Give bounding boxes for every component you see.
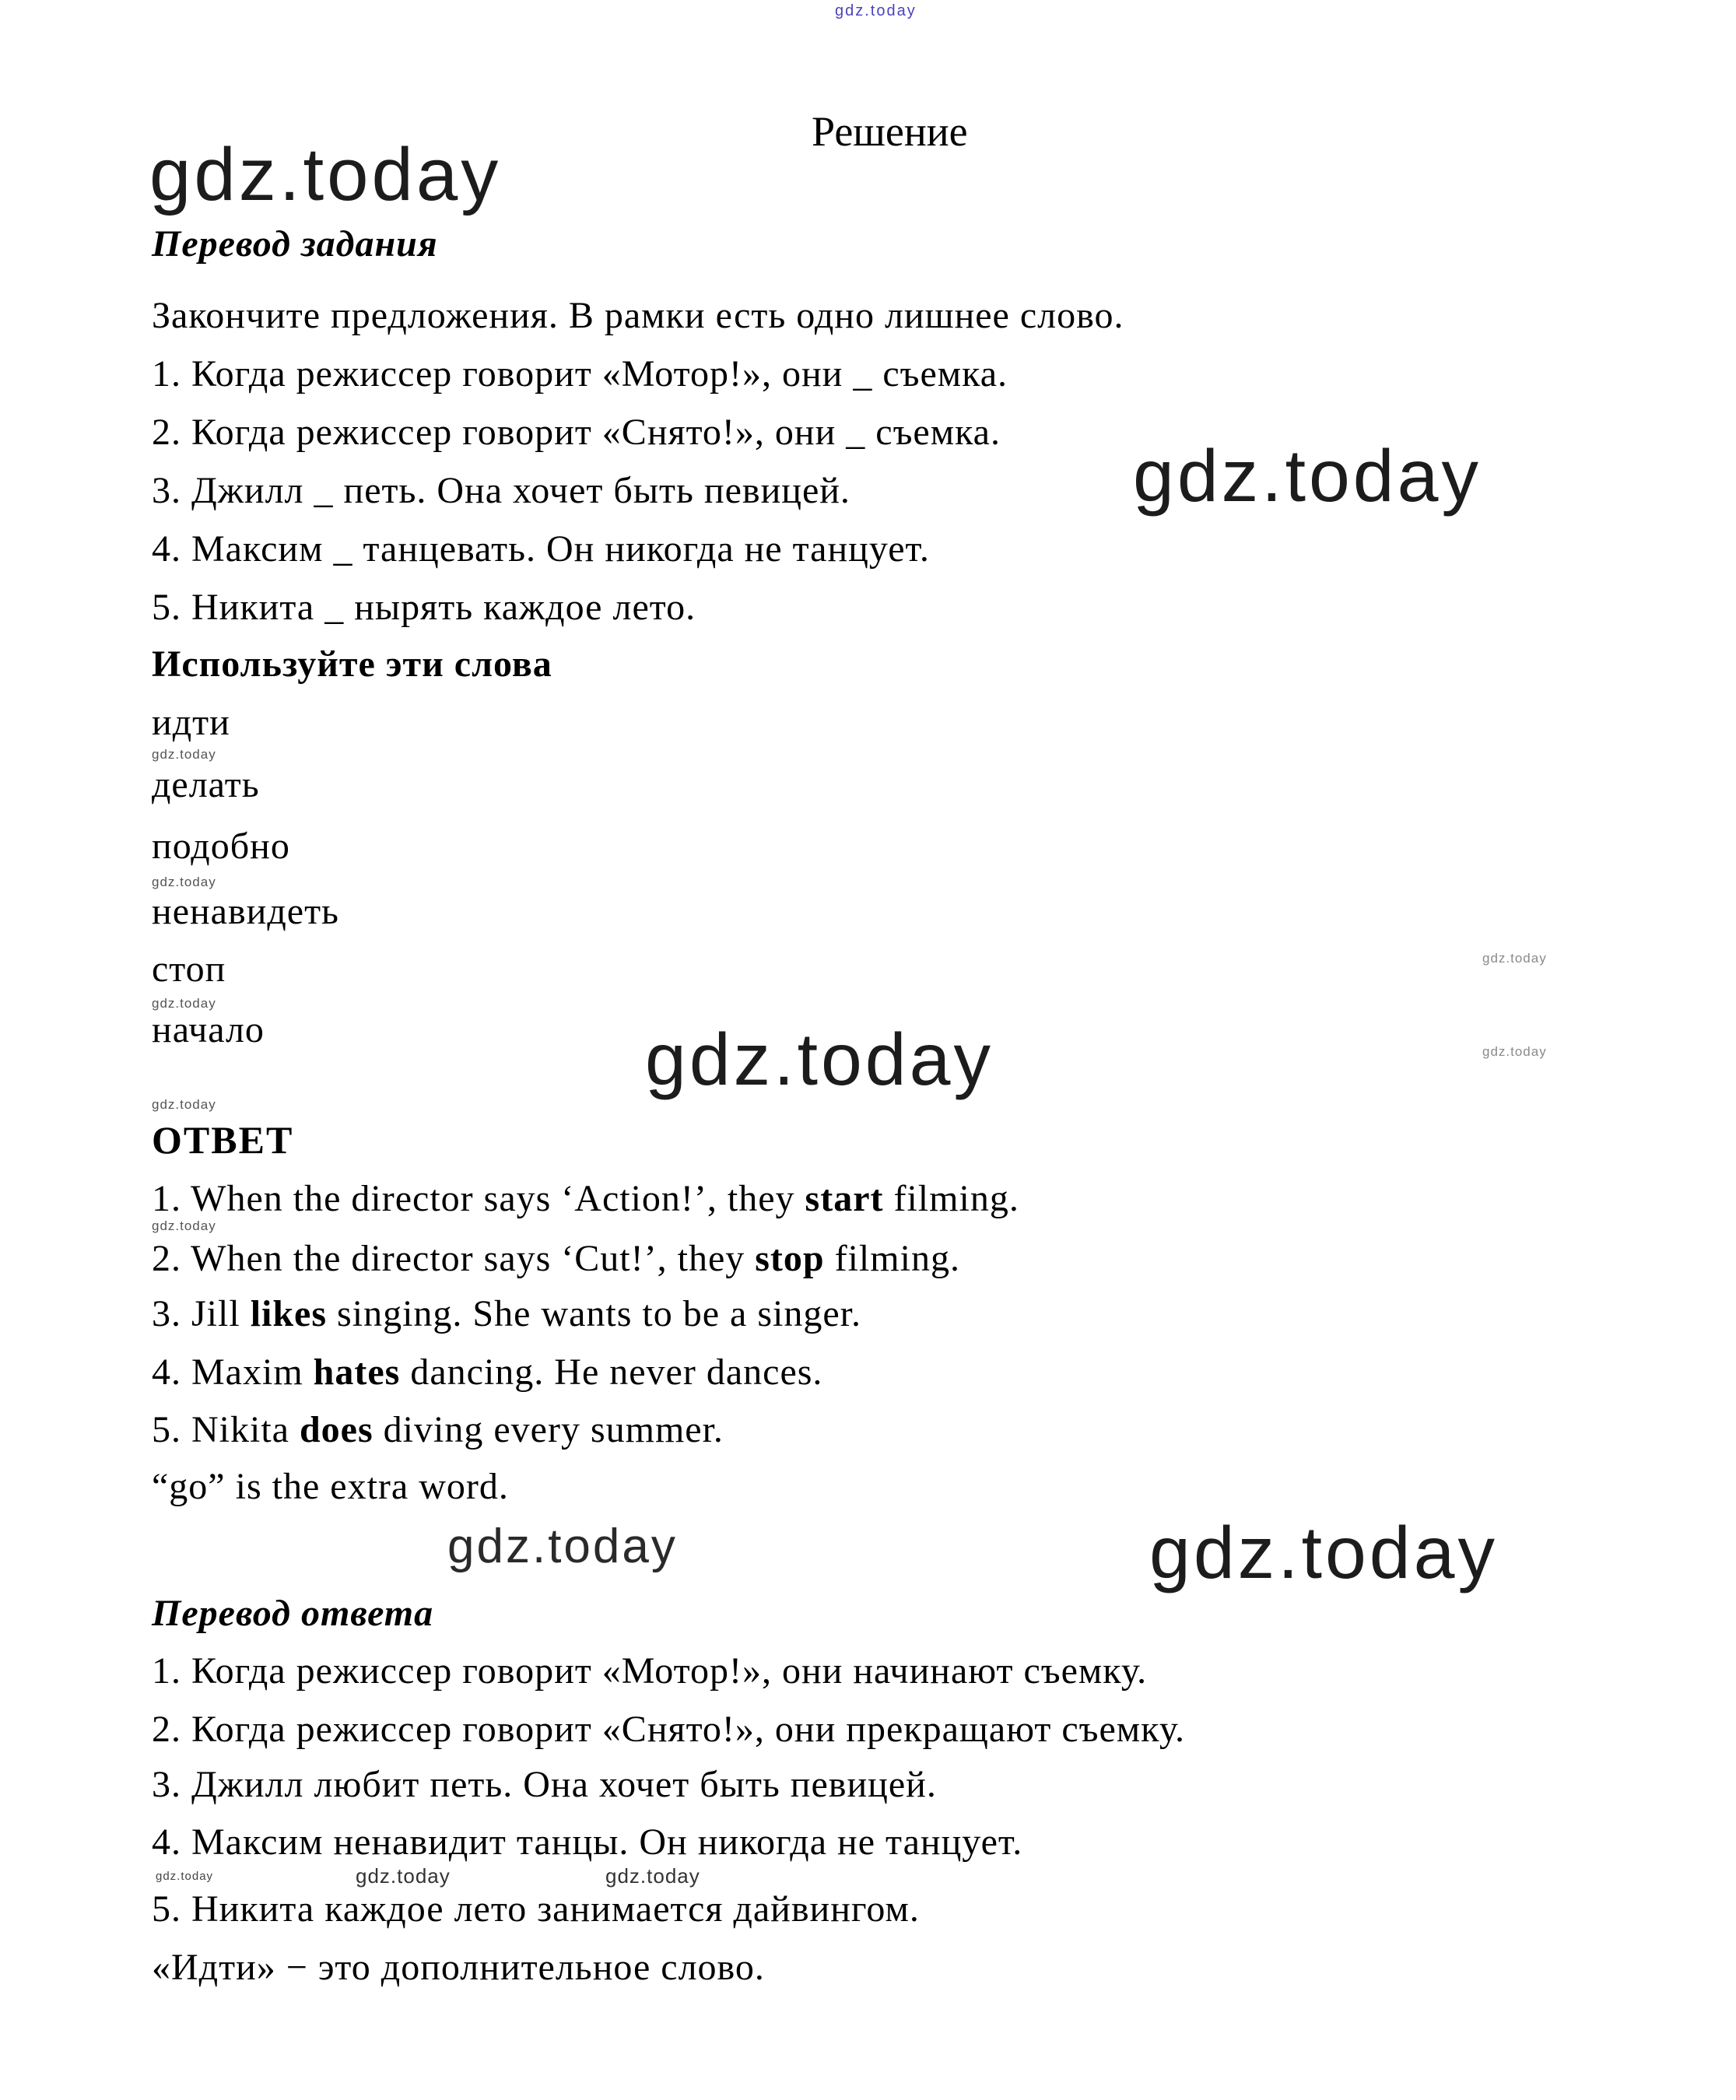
gdz-watermark-small: gdz.today — [152, 996, 216, 1011]
gdz-watermark-center-large: gdz.today — [645, 1018, 994, 1101]
task-intro: Закончите предложения. В рамки есть одно лишнее слово. — [152, 295, 1124, 336]
answer-heading: ОТВЕТ — [152, 1118, 294, 1162]
gdz-watermark-right-large: gdz.today — [1133, 435, 1482, 517]
task-item-3: 3. Джилл _ петь. Она хочет быть певицей. — [152, 470, 850, 511]
task-item-5: 5. Никита _ нырять каждое лето. — [152, 587, 696, 628]
translation-item-5: 5. Никита каждое лето занимается дайвингом. — [152, 1888, 920, 1930]
gdz-watermark-small: gdz.today — [152, 747, 216, 762]
translation-item-2: 2. Когда режиссер говорит «Снято!», они прекращают съемку. — [152, 1709, 1186, 1750]
answer-item-4-keyword: hates — [313, 1352, 401, 1393]
gdz-watermark-small: gdz.today — [156, 1870, 214, 1883]
gdz-watermark-top-blue: gdz.today — [835, 2, 917, 19]
answer-item-1-suffix: filming. — [883, 1178, 1019, 1219]
gdz-watermark-bottom-large: gdz.today — [1149, 1512, 1498, 1594]
gdz-logo: gdz.today — [149, 133, 502, 216]
word-item-6: начало — [152, 1009, 265, 1050]
task-item-1: 1. Когда режиссер говорит «Мотор!», они _ съемка. — [152, 353, 1008, 394]
gdz-watermark-medium: gdz.today — [447, 1520, 678, 1573]
word-item-4: ненавидеть — [152, 891, 339, 932]
answer-item-2-prefix: 2. When the director says ‘Cut!’, they — [152, 1238, 756, 1279]
translation-item-1: 1. Когда режиссер говорит «Мотор!», они начинают съемку. — [152, 1650, 1148, 1692]
word-item-2: делать — [152, 764, 260, 805]
gdz-watermark-small: gdz.today — [152, 1097, 216, 1112]
answer-item-5-prefix: 5. Nikita — [152, 1409, 300, 1450]
answer-item-4-suffix: dancing. He never dances. — [400, 1352, 823, 1393]
answer-item-3-suffix: singing. She wants to be a singer. — [327, 1293, 861, 1334]
answer-item-3 — [152, 1294, 861, 1335]
word-item-5: стоп — [152, 948, 226, 990]
word-item-3: подобно — [152, 826, 290, 867]
answer-item-4-prefix: 4. Maxim — [152, 1352, 314, 1393]
answer-item-3-prefix: 3. Jill — [152, 1293, 251, 1334]
translation-item-4: 4. Максим ненавидит танцы. Он никогда не танцует. — [152, 1821, 1023, 1863]
answer-item-2-keyword: stop — [755, 1238, 825, 1279]
answer-item-1-prefix: 1. When the director says ‘Action!’, they — [152, 1178, 805, 1219]
answer-item-1 — [152, 1179, 1019, 1220]
word-item-1: идти — [152, 702, 230, 743]
gdz-watermark-small: gdz.today — [152, 875, 216, 889]
answer-extra-word-note: “go” is the extra word. — [152, 1466, 509, 1507]
gdz-watermark-small: gdz.today — [356, 1864, 451, 1888]
answer-item-5-suffix: diving every summer. — [373, 1409, 724, 1450]
task-translation-heading: Перевод задания — [152, 223, 438, 265]
task-item-4: 4. Максим _ танцевать. Он никогда не танцует. — [152, 528, 930, 570]
use-these-words-heading: Используйте эти слова — [152, 643, 552, 685]
answer-item-4 — [152, 1352, 822, 1394]
gdz-watermark-small: gdz.today — [152, 1218, 216, 1233]
answer-item-2-suffix: filming. — [824, 1238, 960, 1279]
gdz-watermark-small-right: gdz.today — [1482, 951, 1547, 966]
task-item-2: 2. Когда режиссер говорит «Снято!», они _ съемка. — [152, 412, 1001, 453]
answer-item-1-keyword: start — [805, 1178, 884, 1219]
translation-item-3: 3. Джилл любит петь. Она хочет быть певицей. — [152, 1764, 937, 1805]
answer-translation-heading: Перевод ответа — [152, 1593, 434, 1634]
gdz-watermark-small-right: gdz.today — [1482, 1044, 1547, 1059]
gdz-watermark-small: gdz.today — [605, 1864, 700, 1888]
page-title: Решение — [812, 108, 968, 155]
answer-item-5 — [152, 1410, 724, 1451]
translation-extra-word-note: «Идти» − это дополнительное слово. — [152, 1947, 765, 1988]
answer-item-2 — [152, 1239, 960, 1280]
answer-item-5-keyword: does — [299, 1409, 374, 1450]
answer-item-3-keyword: likes — [250, 1293, 328, 1334]
